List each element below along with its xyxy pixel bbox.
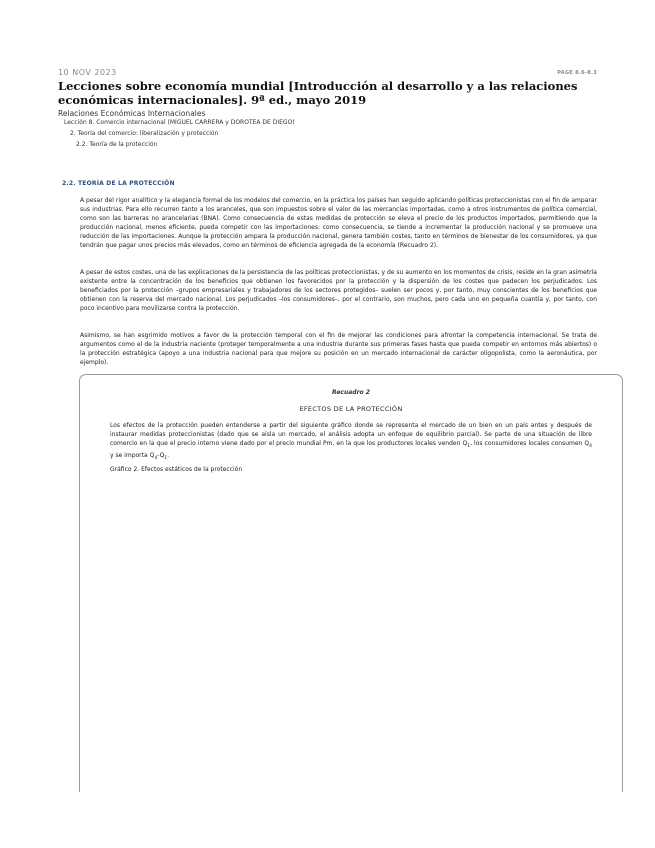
recuadro-text-mid1: , los consumidores locales consumen Q [470,440,590,447]
breadcrumb-lesson[interactable]: Lección 8. Comercio internacional (MIGUEL CARRERA y DOROTEA DE DIEGO) [64,119,295,126]
breadcrumb-section[interactable]: 2.2. Teoría de la protección [76,141,158,148]
header-date: 10 NOV 2023 [58,68,117,77]
subscript-1: 1 [467,444,471,450]
breadcrumb-chapter[interactable]: 2. Teoría del comercio: liberalización y protección [70,130,219,137]
page-reference: PAGE 8.6-8.3 [557,70,597,76]
recuadro-title: EFECTOS DE LA PROTECCIÓN [299,405,403,413]
paragraph-2: A pesar de estos costes, una de las explicaciones de la persistencia de las políticas proteccionistas, y de su aumento en los momentos de crisis, reside en la gran asimetría existente entre la concentración de los beneficios que obtienen los favorecidos por la protección y la dispersión de los costes que padecen los perjudicados. Los beneficiados por la protección –grupos empresariales y trabajadores de los sectores protegidos– suelen ser pocos y, por tanto, muy conscientes de los beneficios que obtienen con la reserva del mercado nacional. Los perjudicados –los consumidores–, por el contrario, son muchos, pero cada uno en pequeña cuantía y, por tanto, con poco incentivo para movilizarse contra la protección. [80,269,597,312]
recuadro-text-end: . [167,452,170,460]
paragraph-1: A pesar del rigor analítico y la elegancia formal de los modelos del comercio, en la práctica los países han seguido aplicando políticas proteccionistas con el fin de amparar sus industrias. Para ello recurren tanto a los aranceles, que son impuestos sobre el valor de las mercancías importadas, como a otros instrumentos de política comercial, como son las barreras no arancelarias (BNA). Como consecuencia de estas medidas de protección se eleva el precio de los productos importados, permitiendo que la producción nacional, menos eficiente, pueda competir con las importaciones: como consecuencia, se tiende a incrementar la producción nacional y se promueve una reducción de las importaciones. Aunque la protección ampara la producción nacional, genera también costes, tanto en términos de bienestar de los consumidores, ya que tendrán que pagar unos precios más elevados, como en términos de eficiencia agregada de la economía (Recuadro 2). [80,197,597,249]
recuadro-label: Recuadro 2 [332,389,370,396]
recuadro-text [110,421,592,463]
graph-caption: Gráfico 2. Efectos estáticos de la protección [110,466,243,473]
subscript-4: 1 [164,456,168,462]
breadcrumb-subject[interactable]: Relaciones Económicas Internacionales [58,109,206,118]
recuadro-text-mid3: -Q [157,452,165,460]
document-title: Lecciones sobre economía mundial [Introducción al desarrollo y a las relaciones económicas internacionales]. 9ª ed., mayo 2019 [58,79,578,107]
subscript-2: 4 [589,444,593,450]
paragraph-3: Asimismo, se han esgrimido motivos a favor de la protección temporal con el fin de mejorar las condiciones para afrontar la competencia internacional. Se trata de argumentos como el de la industria naciente (proteger temporalmente a una industria durante sus primeras fases hasta que pueda competir en entornos más abiertos) o la protección estratégica (apoyo a una industria nacional para que mejore su posición en un mercado internacional de carácter oligopolista, como la aeronáutica, por ejemplo). [80,332,597,366]
section-heading: 2.2. TEORÍA DE LA PROTECCIÓN [62,180,175,187]
recuadro-text-main: Los efectos de la protección pueden entenderse a partir del siguiente gráfico donde se representa el mercado de un bien en un país antes y después de instaurar medidas proteccionistas (dado que se aísla un mercado, el análisis adopta un enfoque de equilibrio parcial). Se parte de una situación de libre comercio en la que el precio interno viene dado por el precio mundial Pm, en la que los productores locales venden Q [110,422,592,447]
recuadro-text-mid2: y se importa Q [110,452,155,460]
subscript-3: 4 [154,456,158,462]
